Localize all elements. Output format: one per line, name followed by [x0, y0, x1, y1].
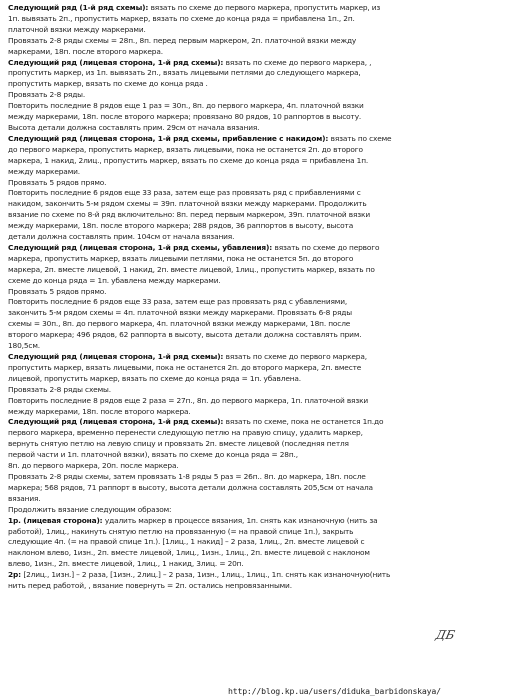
text-line	[8, 254, 496, 265]
text-line	[8, 210, 496, 221]
row-text: Высота детали должна составлять прим. 29см от начала вязания.	[8, 122, 260, 132]
text-line	[8, 352, 496, 363]
text-line	[8, 58, 496, 69]
row-text: маркера; 568 рядов, 71 раппорт в высоту, высота детали должна составлять 205,5см от начала	[8, 482, 373, 492]
row-text: пропустить маркер, из 1п. вывязать 2п., вязать лицевыми петлями до следующего маркера,	[8, 68, 361, 78]
row-heading: Следующий ряд (лицевая сторона, 1-й ряд схемы):	[8, 417, 226, 427]
row-text: вязать по схеме до первого маркера, ,	[225, 57, 372, 67]
text-line	[8, 516, 496, 527]
text-line	[8, 505, 496, 516]
row-text: следующие 4п. (= на правой спице 1п.). [1лиц., 1 накид] – 2 раза, 1лиц., 2п. вместе лицевой с	[8, 537, 365, 547]
row-text: Повторить последние 6 рядов еще 33 раза, затем еще раз провязать ряд с убавлениями,	[8, 297, 348, 307]
text-line	[8, 47, 496, 58]
text-line	[8, 25, 496, 36]
text-line	[8, 308, 496, 319]
text-line	[8, 472, 496, 483]
text-line	[8, 178, 496, 189]
row-heading: Следующий ряд (1-й ряд схемы):	[8, 3, 151, 12]
row-text: между маркерами, 18п. после второго маркера; провязано 80 рядов, 10 раппортов в высоту.	[8, 112, 362, 122]
row-text: Провязать 2-8 ряды схемы = 28п., 8п. перед первым маркером, 2п. платочной вязки между	[8, 35, 357, 45]
text-line	[8, 90, 496, 101]
text-line	[8, 221, 496, 232]
text-line	[8, 167, 496, 178]
row-heading: Следующий ряд (лицевая сторона, 1-й ряд схемы):	[8, 57, 226, 67]
text-line	[8, 79, 496, 90]
source-url: http://blog.kp.ua/users/diduka_barbidonskaya/	[228, 686, 441, 696]
row-text: до первого маркера, пропустить маркер, вязать лицевыми, пока не останется 2п. до второго	[8, 144, 363, 154]
row-text: 180,5см.	[8, 341, 40, 351]
row-text: маркера, 2п. вместе лицевой, 1 накид, 2п. вместе лицевой, 1лиц., пропустить маркер, вязать по	[8, 264, 375, 274]
row-text: между маркерами.	[8, 166, 80, 176]
text-line	[8, 101, 496, 112]
row-text: нить перед работой, , вязание повернуть = 2п. остались непровязанными.	[8, 581, 292, 591]
row-text: Провязать 2-8 ряды схемы.	[8, 384, 111, 394]
text-line	[8, 188, 496, 199]
row-heading: 1р. (лицевая сторона):	[8, 515, 105, 525]
text-line	[8, 527, 496, 538]
text-line	[8, 396, 496, 407]
row-text: схеме до конца ряда = 1п. убавлена между маркерами.	[8, 275, 221, 285]
row-text: первого маркера, временно перенести следующую петлю на правую спицу, удалить маркер,	[8, 428, 363, 438]
row-text: маркера, пропустить маркер, вязать лицевыми петлями, пока не останется 5п. до второго	[8, 253, 354, 263]
text-line	[8, 330, 496, 341]
text-line	[8, 570, 496, 581]
text-line	[8, 341, 496, 352]
text-line	[8, 428, 496, 439]
text-line	[8, 494, 496, 505]
row-text: первой части и 1п. платочной вязки), вязать по схеме до конца ряда = 28п.,	[8, 450, 298, 460]
text-line	[8, 363, 496, 374]
text-line	[8, 548, 496, 559]
text-line	[8, 36, 496, 47]
text-line	[8, 14, 496, 25]
signature-initials: ДБ	[434, 628, 457, 642]
row-text: второго маркера; 496 рядов, 62 раппорта в высоту, высота детали должна составлять прим.	[8, 330, 362, 340]
row-text: маркера, 1 накид, 2лиц., пропустить маркер, вязать по схеме до конца ряда = прибавлена 1п.	[8, 155, 369, 165]
row-text: удалить маркер в процессе вязания, 1п. снять как изнаночную (нить за	[104, 515, 378, 525]
text-line	[8, 243, 496, 254]
row-heading: Следующий ряд (лицевая сторона, 1-й ряд схемы, убавления):	[8, 242, 275, 252]
row-text: влево, 1изн., 2п. вместе лицевой, 1лиц., 1 накид, 3лиц. = 20п.	[8, 559, 244, 569]
text-line	[8, 461, 496, 472]
text-line	[8, 287, 496, 298]
row-text: вязать по схеме, пока не останется 1п.до	[225, 417, 384, 427]
row-text: вязать по схеме до первого маркера,	[225, 352, 367, 361]
text-line	[8, 450, 496, 461]
row-heading: Следующий ряд (лицевая сторона, 1-й ряд схемы):	[8, 352, 226, 361]
text-line	[8, 374, 496, 385]
row-heading: Следующий ряд (лицевая сторона, 1-й ряд схемы, прибавление с накидом):	[8, 133, 331, 143]
row-text: закончить 5-м рядом схемы = 4п. платочной вязки между маркерами. Провязать 6-8 ряды	[8, 308, 352, 318]
row-text: схемы = 30п., 8п. до первого маркера, 4п. платочной вязки между маркерами, 18п. после	[8, 319, 351, 329]
text-line	[8, 199, 496, 210]
text-line	[8, 112, 496, 123]
row-text: детали должна составлять прим. 104см от начала вязания.	[8, 232, 235, 242]
text-line	[8, 417, 496, 428]
row-text: вязание по схеме по 8-й ряд включительно: 8п. перед первым маркером, 39п. платочной вязки	[8, 210, 370, 220]
row-heading: 2р:	[8, 570, 24, 580]
text-line	[8, 537, 496, 548]
text-line	[8, 407, 496, 418]
row-text: пропустить маркер, вязать лицевыми, пока не останется 2п. до второго маркера, 2п. вместе	[8, 362, 362, 372]
text-line	[8, 319, 496, 330]
text-line	[8, 156, 496, 167]
row-text: между маркерами, 18п. после второго маркера; 288 рядов, 36 раппортов в высоту, высота	[8, 221, 354, 231]
row-text: работой), 1лиц., накинуть снятую петлю на провязанную (= на правой спице 1п.), закрыть	[8, 526, 354, 536]
row-text: лицевой, пропустить маркер, вязать по схеме до конца ряда = 1п. убавлена.	[8, 373, 301, 383]
text-line	[8, 559, 496, 570]
text-line	[8, 483, 496, 494]
row-text: маркерами, 18п. после второго маркера.	[8, 46, 163, 56]
row-text: наклоном влево, 1изн., 2п. вместе лицевой, 1лиц., 1изн., 1лиц., 2п. вместе лицевой с наклоном	[8, 548, 370, 558]
row-text: 1п. вывязать 2п., пропустить маркер, вязать по схеме до конца ряда = прибавлена 1п., 2п.	[8, 13, 355, 23]
row-text: Провязать 2-8 ряды.	[8, 90, 86, 100]
text-line	[8, 123, 496, 134]
pattern-text	[8, 3, 496, 592]
text-line	[8, 145, 496, 156]
row-text: Провязать 5 рядов прямо.	[8, 286, 107, 296]
row-text: Повторить последние 8 рядов еще 1 раз = 30п., 8п. до первого маркера, 4п. платочной вязки	[8, 101, 364, 111]
row-text: [2лиц., 1изн.] – 2 раза, [1изн., 2лиц.] – 2 раза, 1изн., 1лиц., 1лиц., 1п. снять как изнаночную(нить	[23, 570, 391, 580]
row-text: пропустить маркер, вязать по схеме до конца ряда .	[8, 79, 208, 89]
row-text: Провязать 5 рядов прямо.	[8, 177, 107, 187]
text-line	[8, 3, 496, 14]
row-text: накидом, закончить 5-м рядом схемы = 39п. платочной вязки между маркерами. Продолжить	[8, 199, 367, 209]
text-line	[8, 276, 496, 287]
row-text: 8п. до первого маркера, 20п. после маркера.	[8, 461, 179, 471]
row-text: между маркерами, 18п. после второго маркера.	[8, 406, 191, 416]
row-text: вязать по схеме до первого маркера, пропустить маркер, из	[150, 3, 381, 12]
text-line	[8, 265, 496, 276]
row-text: вязания.	[8, 493, 41, 503]
row-text: вернуть снятую петлю на левую спицу и провязать 2п. вместе лицевой (последняя петля	[8, 439, 349, 449]
row-text: Провязать 2-8 ряды схемы, затем провязать 1-8 ряды 5 раз = 26п.. 8п. до маркера, 18п. после	[8, 471, 366, 481]
text-line	[8, 439, 496, 450]
row-text: Продолжить вязание следующим образом:	[8, 504, 172, 514]
text-line	[8, 232, 496, 243]
text-line	[8, 581, 496, 592]
text-line	[8, 297, 496, 308]
text-line	[8, 134, 496, 145]
text-line	[8, 68, 496, 79]
row-text: Повторить последние 8 рядов еще 2 раза = 27п., 8п. до первого маркера, 1п. платочной вязки	[8, 395, 369, 405]
row-text: платочной вязки между маркерами.	[8, 24, 146, 34]
text-line	[8, 385, 496, 396]
row-text: Повторить последние 6 рядов еще 33 раза, затем еще раз провязать ряд с прибавлениями с	[8, 188, 361, 198]
row-text: вязать по схеме до первого	[274, 242, 380, 252]
row-text: вязать по схеме	[330, 133, 392, 143]
